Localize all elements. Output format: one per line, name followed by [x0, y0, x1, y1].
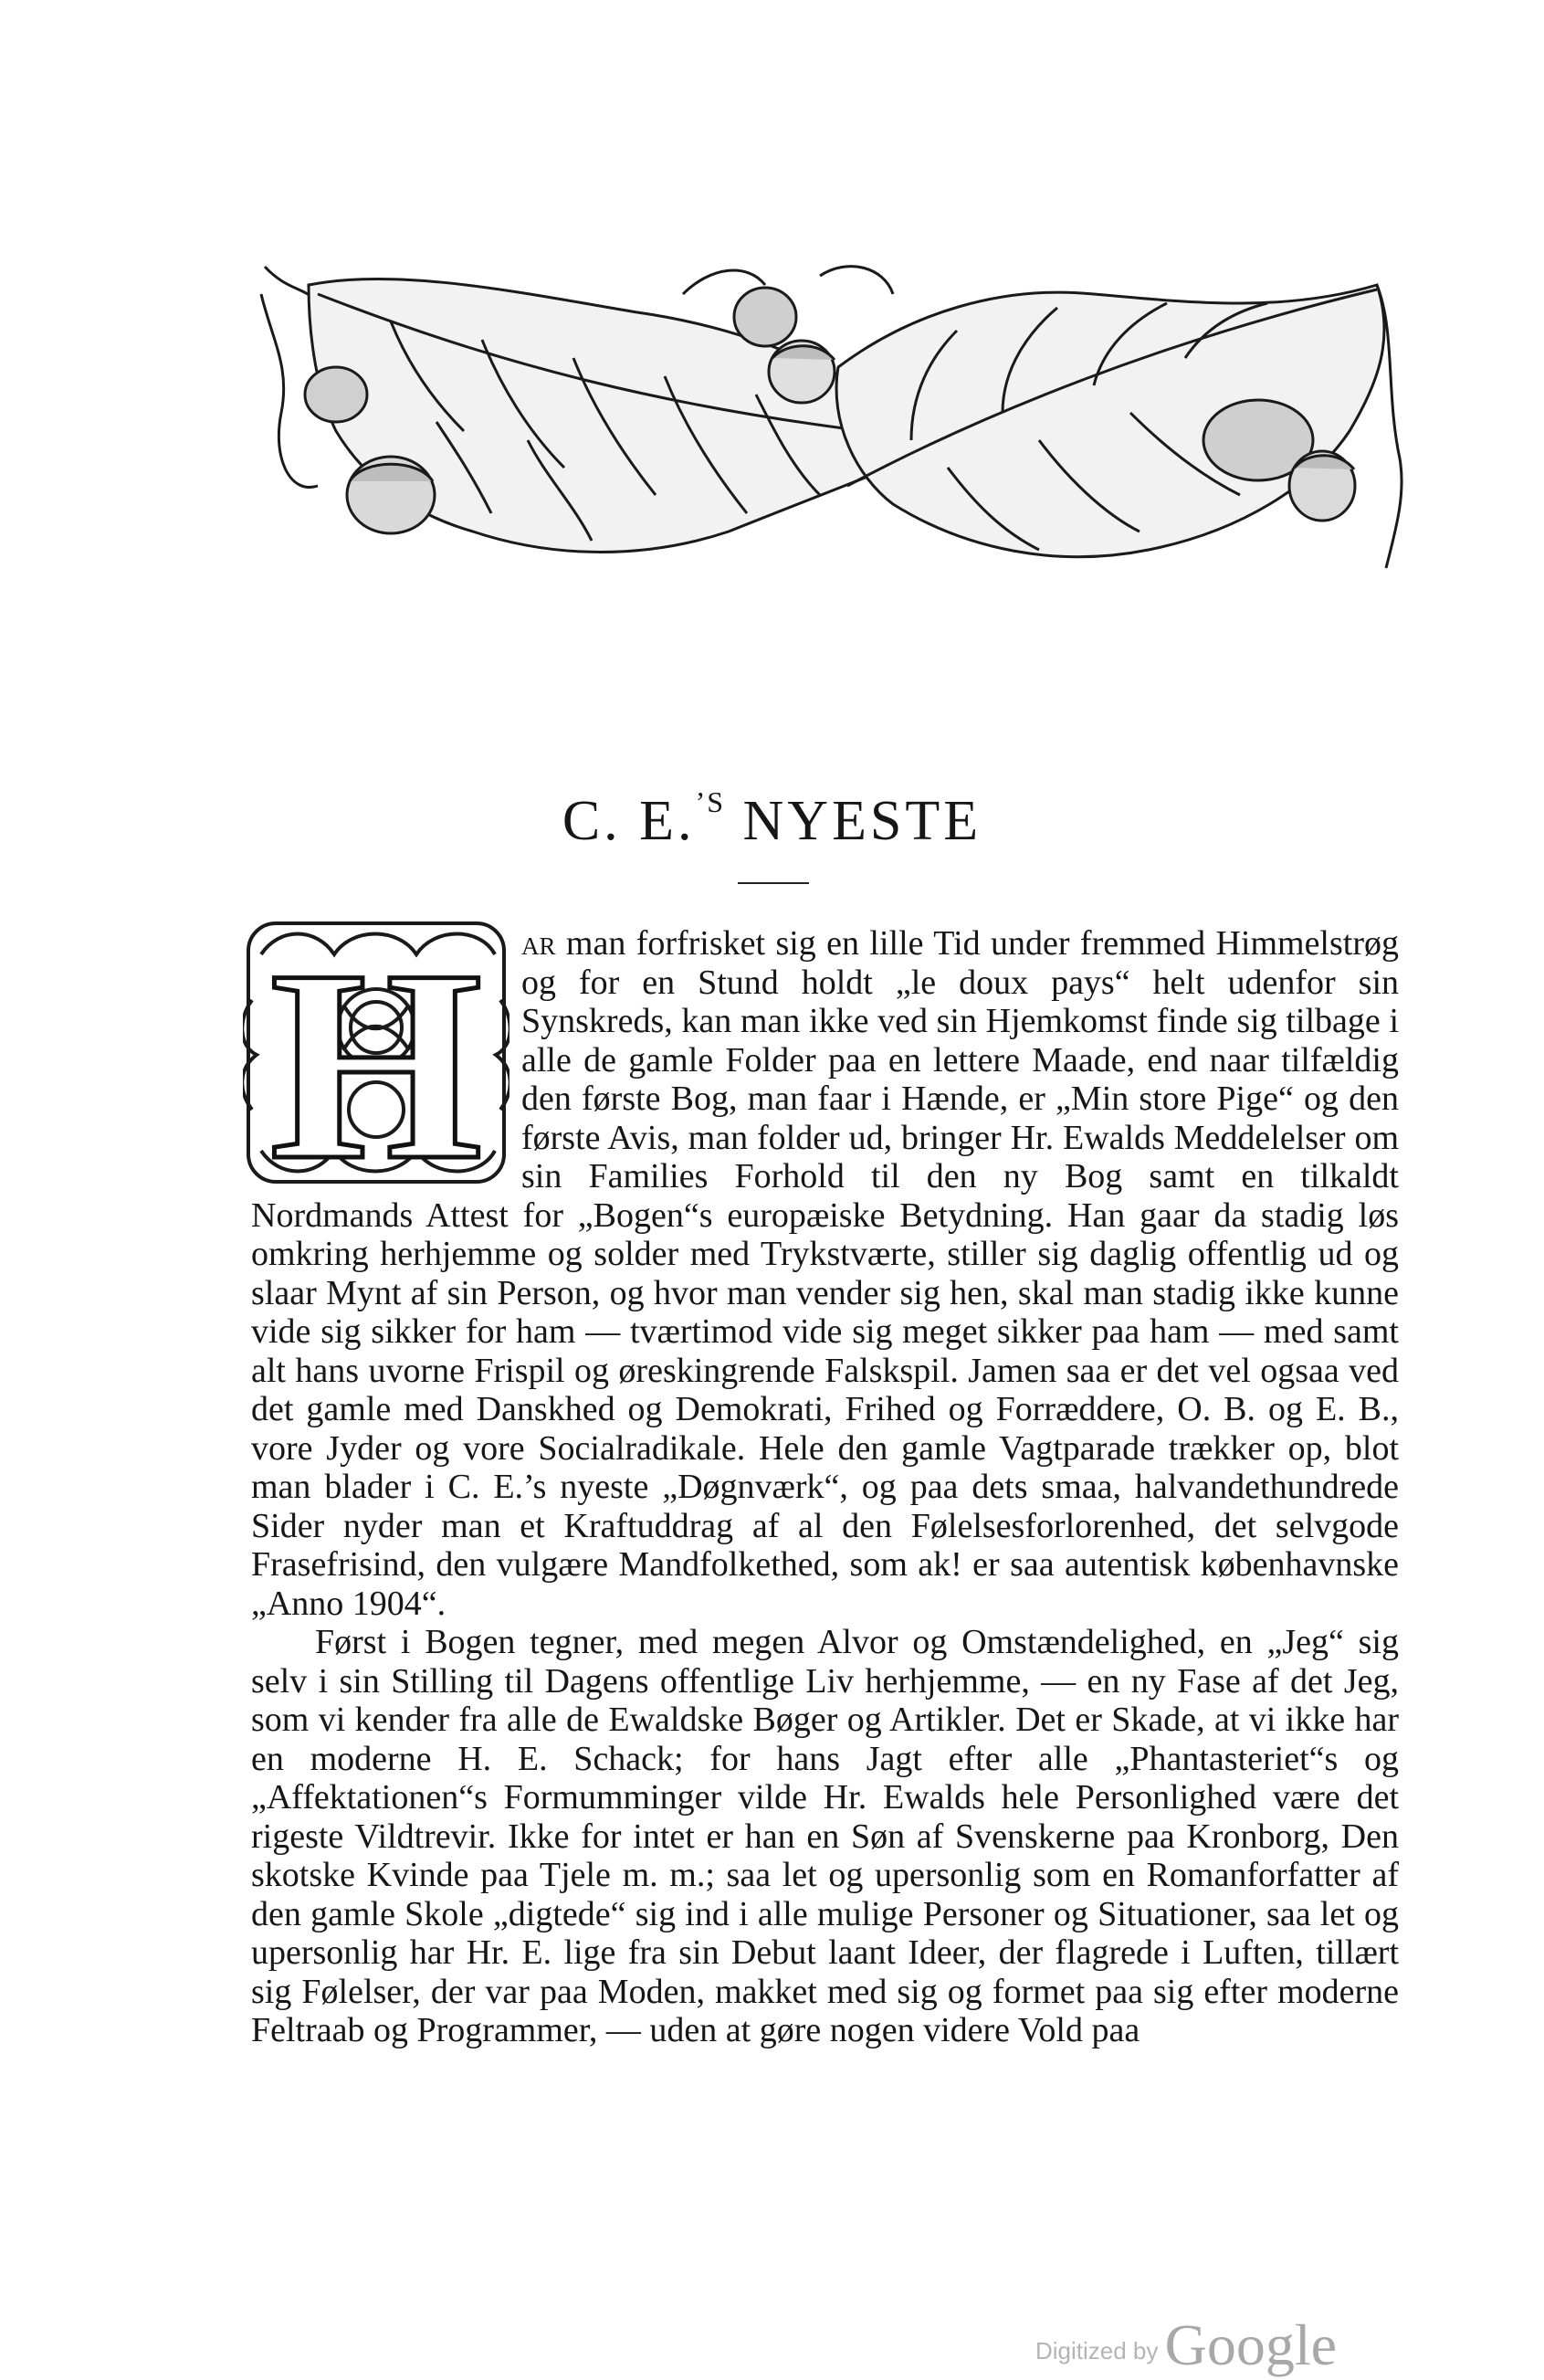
title-possessive: ’S: [695, 785, 726, 818]
oak-leaves-acorns-icon: [254, 258, 1408, 574]
article-title: [0, 785, 1544, 852]
title-rule: [738, 882, 809, 884]
digitized-watermark: [1035, 2312, 1338, 2377]
dropcap-letter: H: [269, 918, 483, 1187]
dropcap-spacer: [251, 924, 516, 1191]
title-word: NYESTE: [742, 790, 982, 852]
google-logo-text: Google: [1164, 2312, 1338, 2377]
paragraph: [251, 1623, 1399, 2050]
first-word-small-caps: ar: [521, 924, 556, 963]
watermark-prefix: Digitized by: [1035, 2337, 1165, 2364]
paragraph-2-text: Først i Bogen tegner, med megen Alvor og Omstændelighed, en „Jeg“ sig selv i sin Stilling til Dagens offentlige Liv herhjemme, — en ny Fase af det Jeg, som vi kender fra alle de Ewaldske Bøger og Artikler. Det er Skade, at vi ikke har en moderne H. E. Schack; for hans Jagt efter alle „Phantasteriet“s og „Affektationen“s Formumminger vilde Hr. Ewalds hele Personlighed være det rigeste Vildtrevir. Ikke for intet er han en Søn af Svenskerne paa Kronborg, Den skotske Kvinde paa Tjele m. m.; saa let og upersonlig som en Romanforfatter af den gamle Skole „digtede“ sig ind i alle mulige Personer og Situationer, saa let og upersonlig har Hr. E. lige fra sin Debut laant Ideer, der flagrede i Luften, tillært sig Følelser, der var paa Moden, makket med sig og formet paa sig efter moderne Feltraab og Programmer, — uden at gøre nogen videre Vold paa: [251, 1623, 1399, 2049]
article-body: [251, 924, 1399, 2050]
paragraph-1-text: man forfrisket sig en lille Tid under fremmed Himmelstrøg og for en Stund holdt „le doux pays“ helt udenfor sin Synskreds, kan man ikke ved sin Hjemkomst finde sig tilbage i alle de gamle Folder paa en lettere Maade, end naar tilfældig den første Bog, man faar i Hænde, er „Min store Pige“ og den første Avis, man folder ud, bringer Hr. Ewalds Meddelelser om sin Families Forhold til den ny Bog samt en tilkaldt Nordmands Attest for „Bogen“s europæiske Betydning. Han gaar da stadig løs omkring herhjemme og solder med Trykstværte, stiller sig daglig offentlig ud og slaar Mynt af sin Person, og hvor man vender sig hen, skal man stadig ikke kunne vide sig sikker for ham — tværtimod vide sig meget sikker paa ham — med samt alt hans uvorne Frispil og øreskingrende Falskspil. Jamen saa er det vel ogsaa ved det gamle med Danskhed og Demokrati, Frihed og Forræddere, O. B. og E. B., vore Jyder og vore Socialradikale. Hele den gamle Vagtparade trækker op, blot man blader i C. E.’s nyeste „Døgnværk“, og paa dets smaa, halvandethundrede Sider nyder man et Kraftuddrag af al den Følelsesforlorenhed, det selvgode Frasefrisind, den vulgære Mandfolkethed, som ak! er saa autentisk københavnske „Anno 1904“.: [251, 924, 1399, 1623]
title-initials: C. E.: [562, 790, 696, 852]
